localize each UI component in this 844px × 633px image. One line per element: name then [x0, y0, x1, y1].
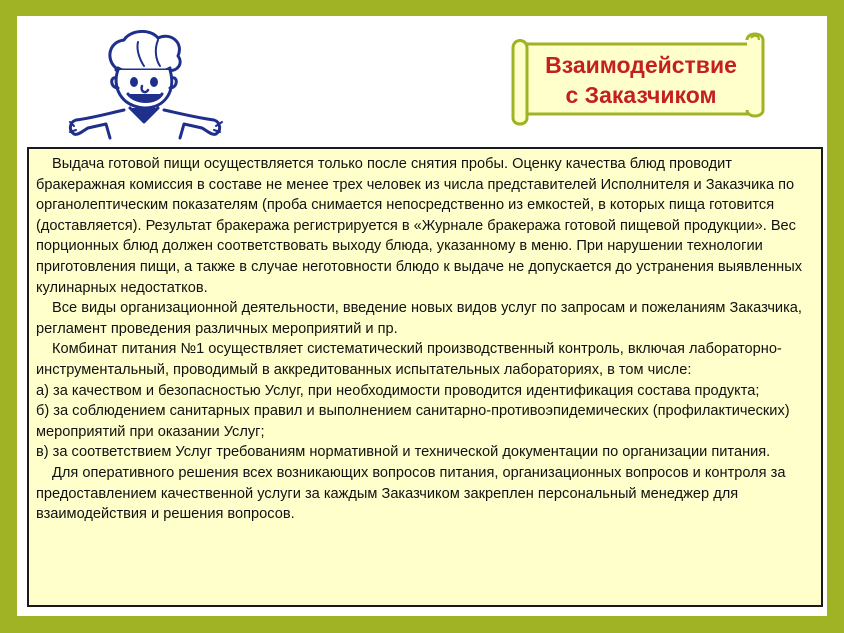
paragraph-item-b: б) за соблюдением санитарных правил и выполнением санитарно-противоэпидемических (профилактических) мероприятий при оказании Услуг;	[36, 403, 790, 440]
paragraph-item-a: а) за качеством и безопасностью Услуг, при необходимости проводится идентификация состава продукта;	[36, 382, 760, 399]
paragraph-item-c: в) за соответствием Услуг требованиям нормативной и технической документации по организации питания.	[36, 444, 771, 461]
paragraph-text: Для оперативного решения всех возникающих вопросов питания, организационных вопросов и контроля за предоставлением качественной услуги за каждым Заказчиком закреплен персональный менеджер для взаимодействия и решения вопросов.	[36, 464, 786, 523]
page-title	[523, 50, 759, 110]
paragraph-tasting	[36, 154, 813, 298]
content-text-box	[27, 147, 823, 607]
page-title-line-2: с Заказчиком	[565, 82, 717, 108]
chef-icon	[66, 30, 226, 140]
page-title-line-1: Взаимодействие	[545, 52, 737, 78]
paragraph-control	[36, 339, 813, 380]
paragraph-organization	[36, 298, 813, 339]
paragraph-text: Все виды организационной деятельности, введение новых видов услуг по запросам и пожеланиям Заказчика, регламент проведения различных мероприятий и пр.	[36, 300, 802, 337]
paragraph-text: Выдача готовой пищи осуществляется только после снятия пробы. Оценку качества блюд проводит бракеражная комиссия в составе не менее трех человек из числа представителей Исполнителя и Заказчика по органолептическим показателям (проба снимается непосредственно из емкостей, в которых пища готовится (доставляется). Результат бракеража регистрируется в «Журнале бракеража готовой пищевой продукции». Вес порционных блюд должен соответствовать выходу блюда, указанному в меню. При нарушении технологии приготовления пищи, а также в случае неготовности блюдо к выдаче не допускается до устранения выявленных кулинарных недостатков.	[36, 156, 802, 296]
paragraph-manager	[36, 463, 813, 525]
title-banner	[507, 30, 769, 130]
paragraph-text: Комбинат питания №1 осуществляет систематический производственный контроль, включая лабораторно-инструментальный, проводимый в аккредитованных испытательных лабораториях, в том числе:	[36, 341, 782, 378]
